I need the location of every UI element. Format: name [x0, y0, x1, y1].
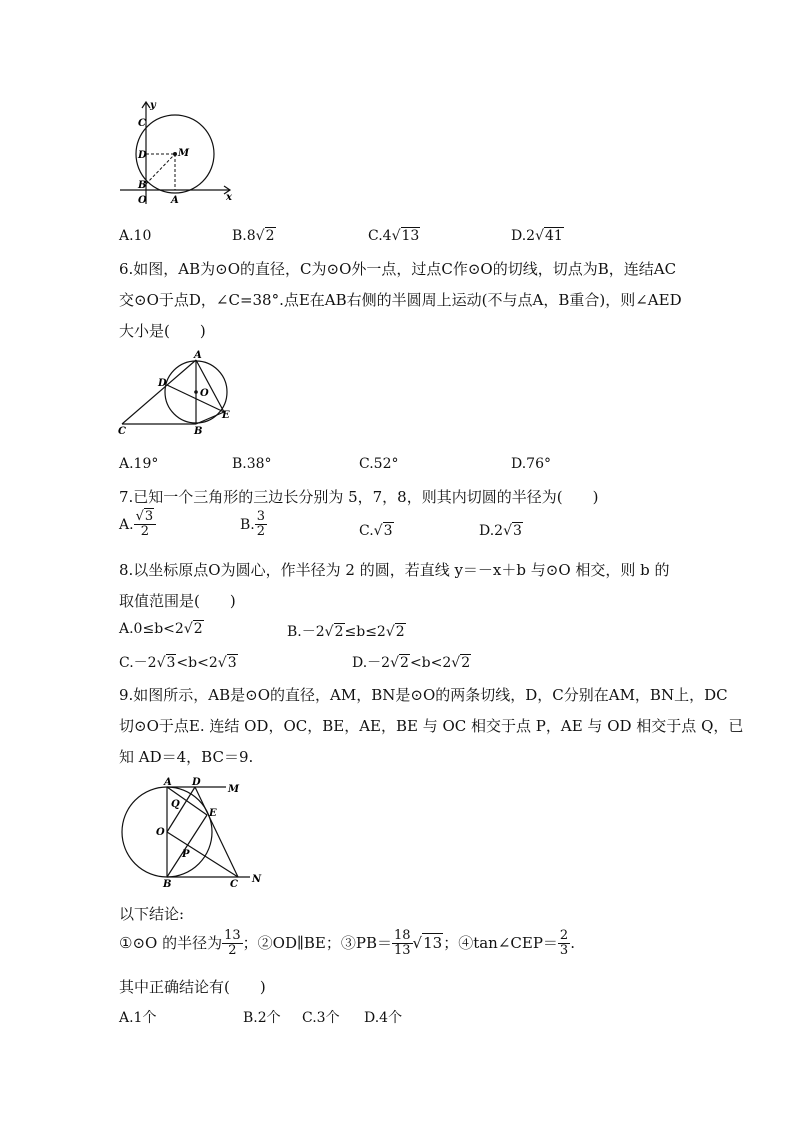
q7-option-a: A. $\frac{√3}{2}$ — [119, 510, 156, 540]
label-a: A — [164, 777, 172, 788]
q9-question: 其中正确结论有( ) — [119, 978, 266, 996]
q9-intro: 以下结论: — [119, 905, 185, 923]
label-d: D — [192, 777, 201, 788]
label-c: C — [138, 118, 146, 129]
label-b: B — [138, 180, 147, 191]
label-a: A — [194, 350, 202, 361]
q8-option-d: D.－2√2<b<2√2 — [352, 655, 471, 671]
q8-stem-line1: 8.以坐标原点O为圆心，作半径为 2 的圆，若直线 y＝－x＋b 与⊙O 相交，则 b 的 — [119, 561, 670, 579]
q8-option-a: A.0≤b<2√2 — [119, 621, 203, 637]
label-m: M — [228, 784, 240, 795]
q8-option-c: C.－2√3<b<2√3 — [119, 655, 237, 671]
label-o: O — [156, 827, 165, 838]
q7-option-d: D.2√3 — [479, 523, 522, 539]
label-a: A — [171, 195, 179, 206]
label-o: O — [138, 195, 147, 206]
q9-option-b: B.2个 — [243, 1010, 281, 1026]
q6-stem-line3: 大小是( ) — [119, 322, 206, 340]
label-x: x — [226, 192, 232, 203]
q8-stem-line2: 取值范围是( ) — [119, 592, 236, 610]
label-n: N — [252, 874, 262, 885]
label-q: Q — [171, 799, 180, 810]
label-o: O — [200, 388, 209, 399]
q7-stem: 7.已知一个三角形的三边长分别为 5，7，8，则其内切圆的半径为( ) — [119, 488, 599, 506]
label-e: E — [222, 410, 230, 421]
q6-option-b: B.38° — [232, 456, 272, 472]
q6-option-c: C.52° — [359, 456, 399, 472]
label-c: C — [118, 426, 126, 437]
q7-option-c: C.√3 — [359, 523, 393, 539]
q9-stem-line1: 9.如图所示，AB是⊙O的直径，AM，BN是⊙O的两条切线，D，C分别在AM，BN上，DC — [119, 686, 728, 704]
q6-stem-line2: 交⊙O于点D，∠C=38°.点E在AB右侧的半圆周上运动(不与点A，B重合)，则∠AED — [119, 291, 682, 309]
figure-q9 — [118, 776, 268, 890]
label-b: B — [194, 426, 203, 437]
q6-stem-line1: 6.如图，AB为⊙O的直径，C为⊙O外一点，过点C作⊙O的切线，切点为B，连结AC — [119, 260, 677, 278]
q9-stem-line2: 切⊙O于点E. 连结 OD，OC，BE，AE，BE 与 OC 相交于点 P，AE 与 OD 相交于点 Q，已 — [119, 717, 744, 735]
q5-option-d: D.2√41 — [511, 228, 563, 244]
figure-circle-m — [112, 96, 242, 208]
q5-option-b: B.8√2 — [232, 228, 275, 244]
label-d: D — [138, 150, 147, 161]
q5-option-a: A.10 — [119, 228, 152, 244]
q8-option-b: B.－2√2≤b≤2√2 — [287, 624, 405, 640]
figure-q6 — [114, 350, 240, 438]
q9-option-d: D.4个 — [364, 1010, 403, 1026]
q5-option-c: C.4√13 — [368, 228, 420, 244]
label-m: M — [178, 148, 190, 159]
label-e: E — [209, 808, 217, 819]
q9-stem-line3: 知 AD＝4，BC＝9. — [119, 748, 254, 766]
q9-conclusions: ①⊙O 的半径为 $\frac{13}{2}$ ；②OD∥BE；③PB＝ $\frac{18}{13}$ √13；④tan∠CEP＝ $\frac{2}{3}$ . — [119, 928, 575, 959]
q9-option-a: A.1个 — [119, 1010, 157, 1026]
q9-option-c: C.3个 — [302, 1010, 340, 1026]
label-p: P — [182, 849, 190, 860]
label-d: D — [158, 378, 167, 389]
label-y: y — [150, 100, 156, 111]
q6-option-d: D.76° — [511, 456, 551, 472]
q7-option-b: B. $\frac{3}{2}$ — [240, 509, 266, 540]
q6-option-a: A.19° — [119, 456, 159, 472]
label-b: B — [163, 879, 172, 890]
label-c: C — [230, 879, 238, 890]
